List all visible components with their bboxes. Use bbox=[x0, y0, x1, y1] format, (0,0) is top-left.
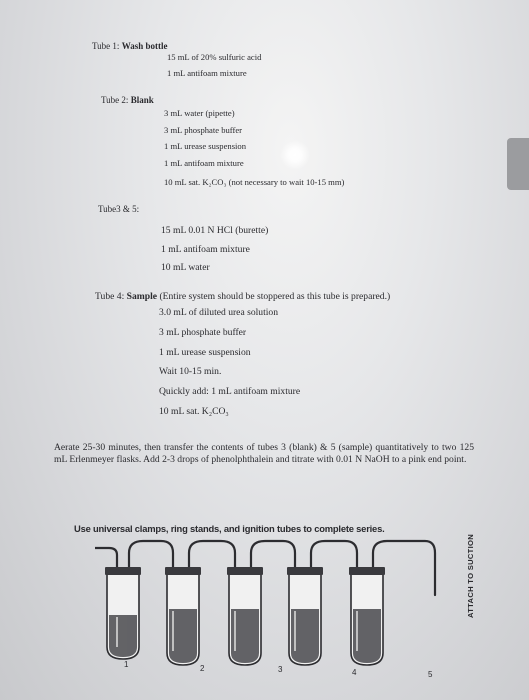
stopper-1 bbox=[105, 567, 141, 575]
tube2-item: 1 mL urease suspension bbox=[164, 141, 247, 151]
tube2-title: Blank bbox=[130, 95, 154, 105]
tube35-item: 15 mL 0.01 N HCl (burette) bbox=[161, 225, 269, 236]
tube4-title: Sample bbox=[126, 291, 158, 302]
figure-caption: Use universal clamps, ring stands, and ignition tubes to complete series. bbox=[74, 523, 385, 534]
tube35-item: 1 mL antifoam mixture bbox=[161, 244, 250, 255]
stopper-5 bbox=[349, 567, 385, 575]
tube1-item: 1 mL antifoam mixture bbox=[167, 68, 247, 78]
tube35-item: 10 mL water bbox=[161, 262, 210, 273]
tube1-item: 15 mL of 20% sulfuric acid bbox=[167, 52, 262, 62]
attach-to-suction-label: ATTACH TO SUCTION bbox=[466, 534, 475, 618]
tube35-heading: Tube3 & 5: bbox=[98, 204, 140, 214]
tube4-item: 1 mL urease suspension bbox=[159, 347, 251, 358]
tube-number: 4 bbox=[352, 668, 357, 677]
tube2-label: Tube 2: bbox=[101, 95, 129, 105]
tube1-label: Tube 1: bbox=[92, 41, 120, 51]
stopper-3 bbox=[227, 567, 263, 575]
tube-number: 5 bbox=[428, 670, 433, 679]
tube-number: 3 bbox=[278, 665, 283, 674]
tube-number: 1 bbox=[124, 660, 129, 669]
tube-number: 2 bbox=[200, 664, 205, 673]
tube1-heading bbox=[92, 41, 167, 52]
tube4-heading bbox=[95, 291, 390, 302]
tube4-item: 3.0 mL of diluted urea solution bbox=[159, 307, 279, 318]
tube2-item: 3 mL water (pipette) bbox=[164, 108, 235, 118]
stopper-2 bbox=[165, 567, 201, 575]
tube4-label: Tube 4: bbox=[95, 291, 125, 302]
tube2-item: 10 mL sat. K₂CO₃ (not necessary to wait 10-15 mm) bbox=[164, 177, 345, 187]
stopper-4 bbox=[287, 567, 323, 575]
tube2-item: 1 mL antifoam mixture bbox=[164, 158, 244, 168]
tube4-note: (Entire system should be stoppered as this tube is prepared.) bbox=[159, 291, 391, 302]
liquid-1 bbox=[109, 615, 137, 657]
tube4-item: 10 mL sat. K₂CO₃ bbox=[159, 406, 229, 417]
tube2-heading bbox=[101, 95, 154, 106]
light-glare bbox=[280, 140, 310, 170]
tube2-item: 3 mL phosphate buffer bbox=[164, 125, 243, 135]
tube1-title: Wash bottle bbox=[121, 41, 168, 51]
instructions-paragraph: Aerate 25-30 minutes, then transfer the contents of tubes 3 (blank) & 5 (sample) quantitatively to two 125 mL Erlenmeyer flasks. Add 2-3 drops of phenolphthalein and titrate with 0.01 N NaOH to a pink end point. bbox=[54, 442, 474, 465]
aeration-apparatus-diagram bbox=[95, 535, 455, 670]
side-tab bbox=[507, 138, 529, 190]
tube4-item: Quickly add: 1 mL antifoam mixture bbox=[159, 386, 301, 397]
tube4-item: Wait 10-15 min. bbox=[159, 366, 222, 377]
tube4-item: 3 mL phosphate buffer bbox=[159, 327, 247, 338]
